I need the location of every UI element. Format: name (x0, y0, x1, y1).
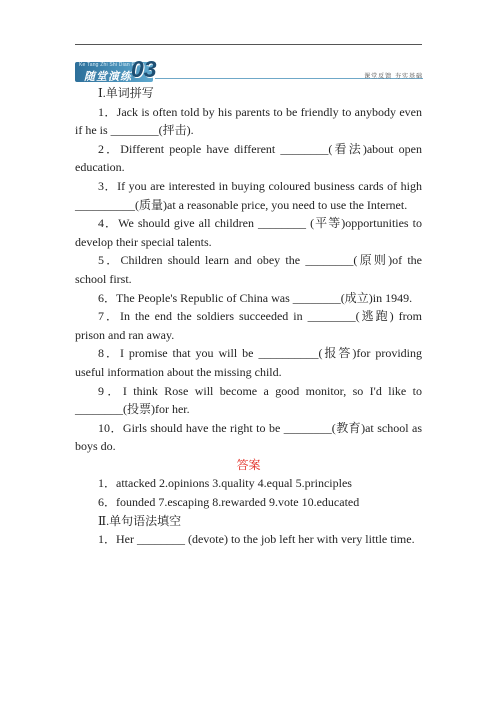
question-item: 1．Her ________ (devote) to the job left her with very little time. (98, 532, 415, 547)
banner-title: 随堂演练 (84, 70, 132, 83)
question-item: 7．In the end the soldiers succeeded in ________(逃跑) from prison and ran away. (75, 309, 422, 342)
question-item: 10．Girls should have the right to be ________(教育)at school as boys do. (75, 420, 422, 454)
banner-number: 03 (131, 56, 157, 82)
question-item: 2．Different people have different ________(看法)about open education. (75, 141, 422, 175)
section2-heading: Ⅱ.单句语法填空 (98, 513, 182, 528)
question-item: 4．We should give all children ________ (平等)opportunities to develop their special talents. (75, 216, 422, 249)
answer-line: 6．founded 7.escaping 8.rewarded 9.vote 10.educated (98, 495, 360, 510)
question-item: 6．The People's Republic of China was ________(成立)in 1949. (98, 290, 413, 305)
question-item: 9．I think Rose will become a good monitor, so I'd like to ________(投票)for her. (75, 383, 422, 417)
exercise-content (75, 84, 422, 549)
question-item: 1．Jack is often told by his parents to be friendly to anybody even if he is ________(抨击). (75, 104, 422, 138)
question-item: 8．I promise that you will be __________(报答)for providing useful information about the missing child. (75, 346, 422, 379)
banner-right-text: 课堂反馈 夯实基础 (364, 73, 423, 80)
answer-title: 答案 (236, 457, 261, 472)
question-item: 3．If you are interested in buying coloured business cards of high __________(质量)at a reasonable price, you need to use the Internet. (75, 178, 422, 212)
banner-small-text: Ke Tang Zhi Shi Dian Ping (79, 62, 143, 68)
top-rule (75, 44, 422, 45)
answer-line: 1．attacked 2.opinions 3.quality 4.equal 5.principles (98, 476, 352, 491)
section1-heading: Ⅰ.单词拼写 (98, 86, 154, 100)
section-banner (75, 56, 423, 85)
question-item: 5．Children should learn and obey the ________(原则)of the school first. (75, 253, 422, 286)
